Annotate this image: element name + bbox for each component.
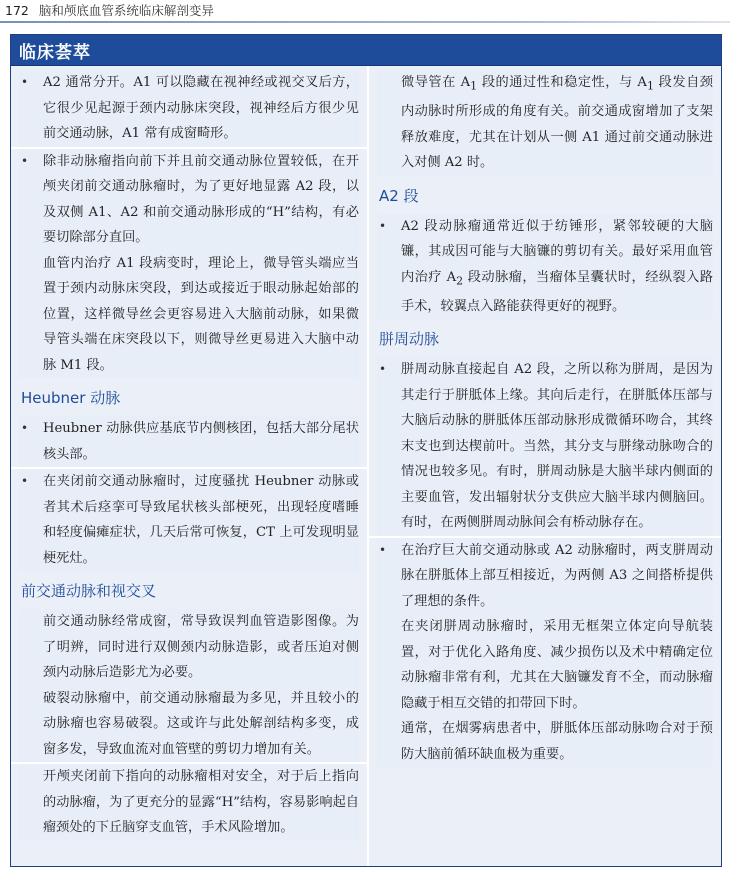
header-rule (0, 21, 730, 23)
bullet-text: Heubner 动脉供应基底节内侧核团，包括大部分尾状核头部。 (43, 421, 359, 462)
bullet-dot: • (21, 153, 29, 168)
bullet-dot: • (21, 75, 29, 89)
section-heading-pericallosal: 胼周动脉 (379, 330, 440, 349)
text-run: 段发自颈内动脉时所形成的角度有关。前交通成窗增加了支架释放难度，尤其在计划从一侧 A1 通过前交通动脉进入对侧 A2 时。 (401, 75, 713, 171)
paragraph: 在夹闭胼周动脉瘤时，采用无框架立体定向导航装置，对于优化入路角度、减少损伤以及术中精确定位动脉瘤非常有利，尤其在大脑镰发育不全，而动脉瘤隐藏于相互交错的扣带回下时。 (377, 614, 713, 716)
left-column (11, 66, 367, 866)
text-run: 段的通过性和稳定性，与 A (477, 75, 647, 90)
paragraph: 前交通动脉经常成窗，常导致误判血管造影图像。为了明辨，同时进行双侧颈内动脉造影，或者压迫对侧颈内动脉后造影尤为必要。 (19, 609, 359, 686)
bullet-dot: • (379, 362, 387, 377)
book-title: 脑和颅底血管系统临床解剖变异 (38, 3, 214, 18)
panel-title: 临床荟萃 (11, 35, 721, 66)
bullet-dot: • (21, 474, 29, 488)
bullet-text: 在夹闭前交通动脉瘤时，过度骚扰 Heubner 动脉或者其术后痉挛可导致尾状核头部梗死，出现轻度嗜睡和轻度偏瘫症状，几天后常可恢复，CT 上可发现明显梗死灶。 (43, 474, 359, 566)
paragraph (377, 70, 713, 176)
bullet-text (401, 219, 713, 314)
bullet-item (19, 469, 359, 571)
section-heading-heubner: Heubner 动脉 (21, 389, 121, 407)
bullet-item (19, 149, 359, 251)
bullet-text: 除非动脉瘤指向前下并且前交通动脉位置较低，在开颅夹闭前交通动脉瘤时，为了更好地显露 A2 段，以及双侧 A1、A2 和前交通动脉形成的“H”结构，有必要切除部分直回。 (43, 153, 359, 245)
bullet-text: 胼周动脉直接起自 A2 段，之所以称为胼周，是因为其走行于胼胝体上缘。其向后走行，在胼胝体压部与大脑后动脉的胼胝体压部动脉形成微循环吻合，其终末支也到达楔前叶。当然，其分支与胼缘动脉吻合的情况也较多见。有时，胼周动脉是大脑半球内侧面的主要血管，发出辐射状分支供应大脑半球内侧脑回。有时，在两侧胼周动脉间会有桥动脉存在。 (401, 362, 713, 531)
bullet-text: 在治疗巨大前交通动脉或 A2 动脉瘤时，两支胼周动脉在胼胝体上部互相接近，为两侧 A3 之间搭桥提供了理想的条件。 (401, 542, 713, 609)
section-heading-a2: A2 段 (379, 186, 419, 205)
clinical-pearls-panel (10, 34, 722, 867)
subscript: 1 (646, 79, 654, 93)
right-column (369, 66, 721, 866)
bullet-item (377, 538, 713, 615)
paragraph: 通常，在烟雾病患者中，胼胝体压部动脉吻合对于预防大脑前循环缺血极为重要。 (377, 716, 713, 767)
paragraph: 开颅夹闭前下指向的动脉瘤相对安全，对于后上指向的动脉瘤，为了更充分的显露“H”结构，容易影响起自瘤颈处的下丘脑穿支血管，手术风险增加。 (19, 764, 359, 841)
bullet-item (377, 214, 713, 320)
bullet-dot: • (379, 542, 387, 557)
bullet-item (377, 357, 713, 536)
page-number: 172 (5, 2, 29, 18)
text-run: 微导管在 A (401, 75, 471, 90)
running-header (0, 0, 730, 20)
subscript: 1 (470, 79, 478, 93)
bullet-text: A2 通常分开。A1 可以隐藏在视神经或视交叉后方，它很少见起源于颈内动脉床突段，视神经后方很少见前交通动脉，A1 常有成窗畸形。 (43, 75, 359, 141)
text-run: 段动脉瘤，当瘤体呈囊状时，经纵裂入路手术，较翼点入路能获得更好的视野。 (401, 269, 713, 314)
bullet-item (19, 70, 359, 147)
bullet-item (19, 416, 359, 467)
paragraph: 破裂动脉瘤中，前交通动脉瘤最为多见，并且较小的动脉瘤也容易破裂。这或许与此处解剖结构多变，成窗多发，导致血流对血管壁的剪切力增加有关。 (19, 686, 359, 763)
bullet-dot: • (21, 421, 29, 435)
panel-columns (11, 66, 721, 866)
paragraph: 血管内治疗 A1 段病变时，理论上，微导管头端应当置于颈内动脉床突段，到达或接近于眼动脉起始部的位置，这样微导丝会更容易进入大脑前动脉，如果微导管头端在床突段以下，则微导丝更易进入大脑中动脉 M1 段。 (19, 251, 359, 379)
section-heading-acom: 前交通动脉和视交叉 (21, 582, 157, 600)
text-run: A2 段动脉瘤通常近似于纺锤形，紧邻较硬的大脑镰，其成因可能与大脑镰的剪切有关。最好采用血管内治疗 A (401, 218, 713, 285)
bullet-dot: • (379, 218, 387, 233)
subscript: 2 (456, 274, 464, 288)
